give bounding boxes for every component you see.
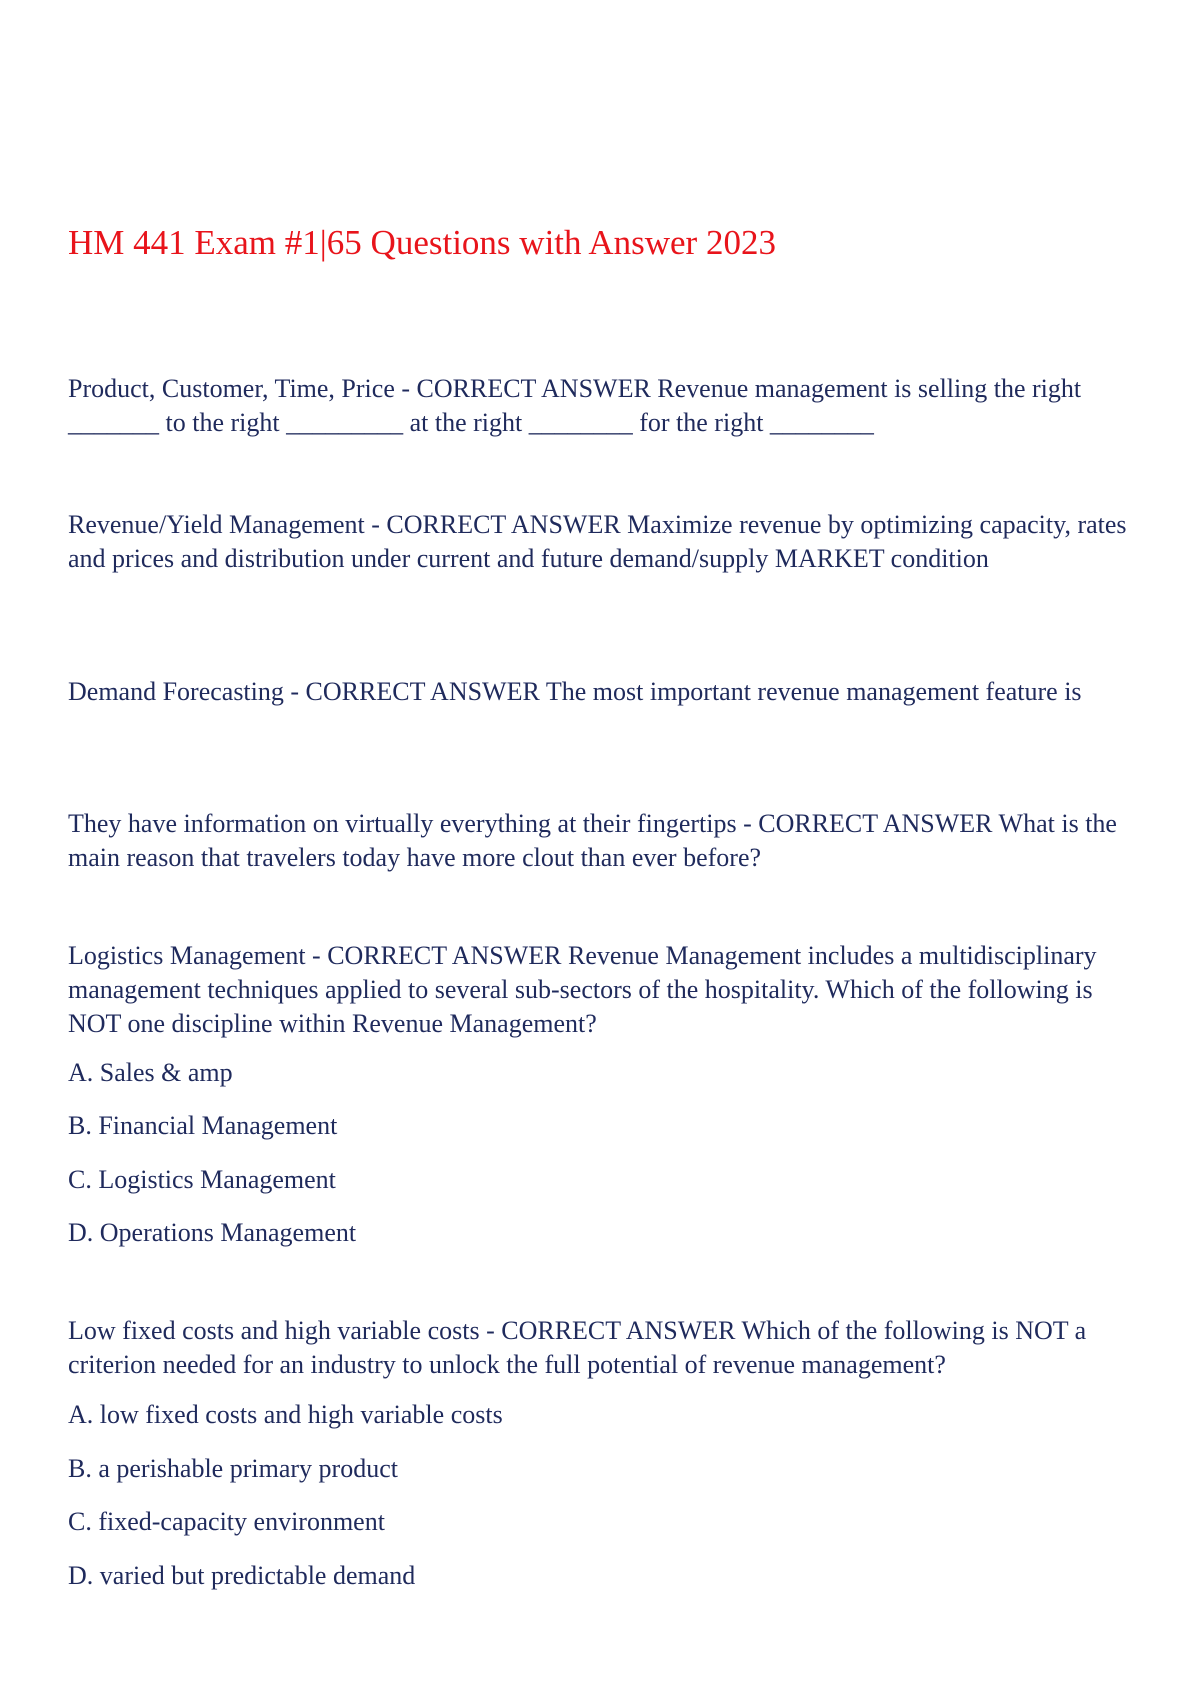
question-answer-3: Demand Forecasting - CORRECT ANSWER The most important revenue management feature is <box>68 677 1082 706</box>
option-5d: D. Operations Management <box>68 1218 357 1247</box>
option-6a: A. low fixed costs and high variable costs <box>68 1400 503 1429</box>
option-6b: B. a perishable primary product <box>68 1454 398 1483</box>
document-title: HM 441 Exam #1|65 Questions with Answer 2023 <box>68 223 776 262</box>
question-answer-6: Low fixed costs and high variable costs - CORRECT ANSWER Which of the following is NOT a criterion needed for an industry to unlock the full potential of revenue management? <box>68 1316 1087 1379</box>
option-6c: C. fixed-capacity environment <box>68 1507 385 1536</box>
question-answer-4: They have information on virtually everything at their fingertips - CORRECT ANSWER What is the main reason that travelers today have more clout than ever before? <box>68 809 1117 872</box>
question-answer-1: Product, Customer, Time, Price - CORRECT ANSWER Revenue management is selling the right _______ to the right _________ at the right ________ for the right ________ <box>68 374 1082 437</box>
question-answer-5: Logistics Management - CORRECT ANSWER Revenue Management includes a multidisciplinary management techniques applied to several sub-sectors of the hospitality. Which of the following is NOT one discipline within Revenue Management? <box>68 941 1097 1038</box>
option-5a: A. Sales & amp <box>68 1058 233 1087</box>
question-answer-2: Revenue/Yield Management - CORRECT ANSWER Maximize revenue by optimizing capacity, rates and prices and distribution under current and future demand/supply MARKET condition <box>68 510 1127 573</box>
option-5b: B. Financial Management <box>68 1111 338 1140</box>
option-5c: C. Logistics Management <box>68 1165 336 1194</box>
option-6d: D. varied but predictable demand <box>68 1561 416 1590</box>
